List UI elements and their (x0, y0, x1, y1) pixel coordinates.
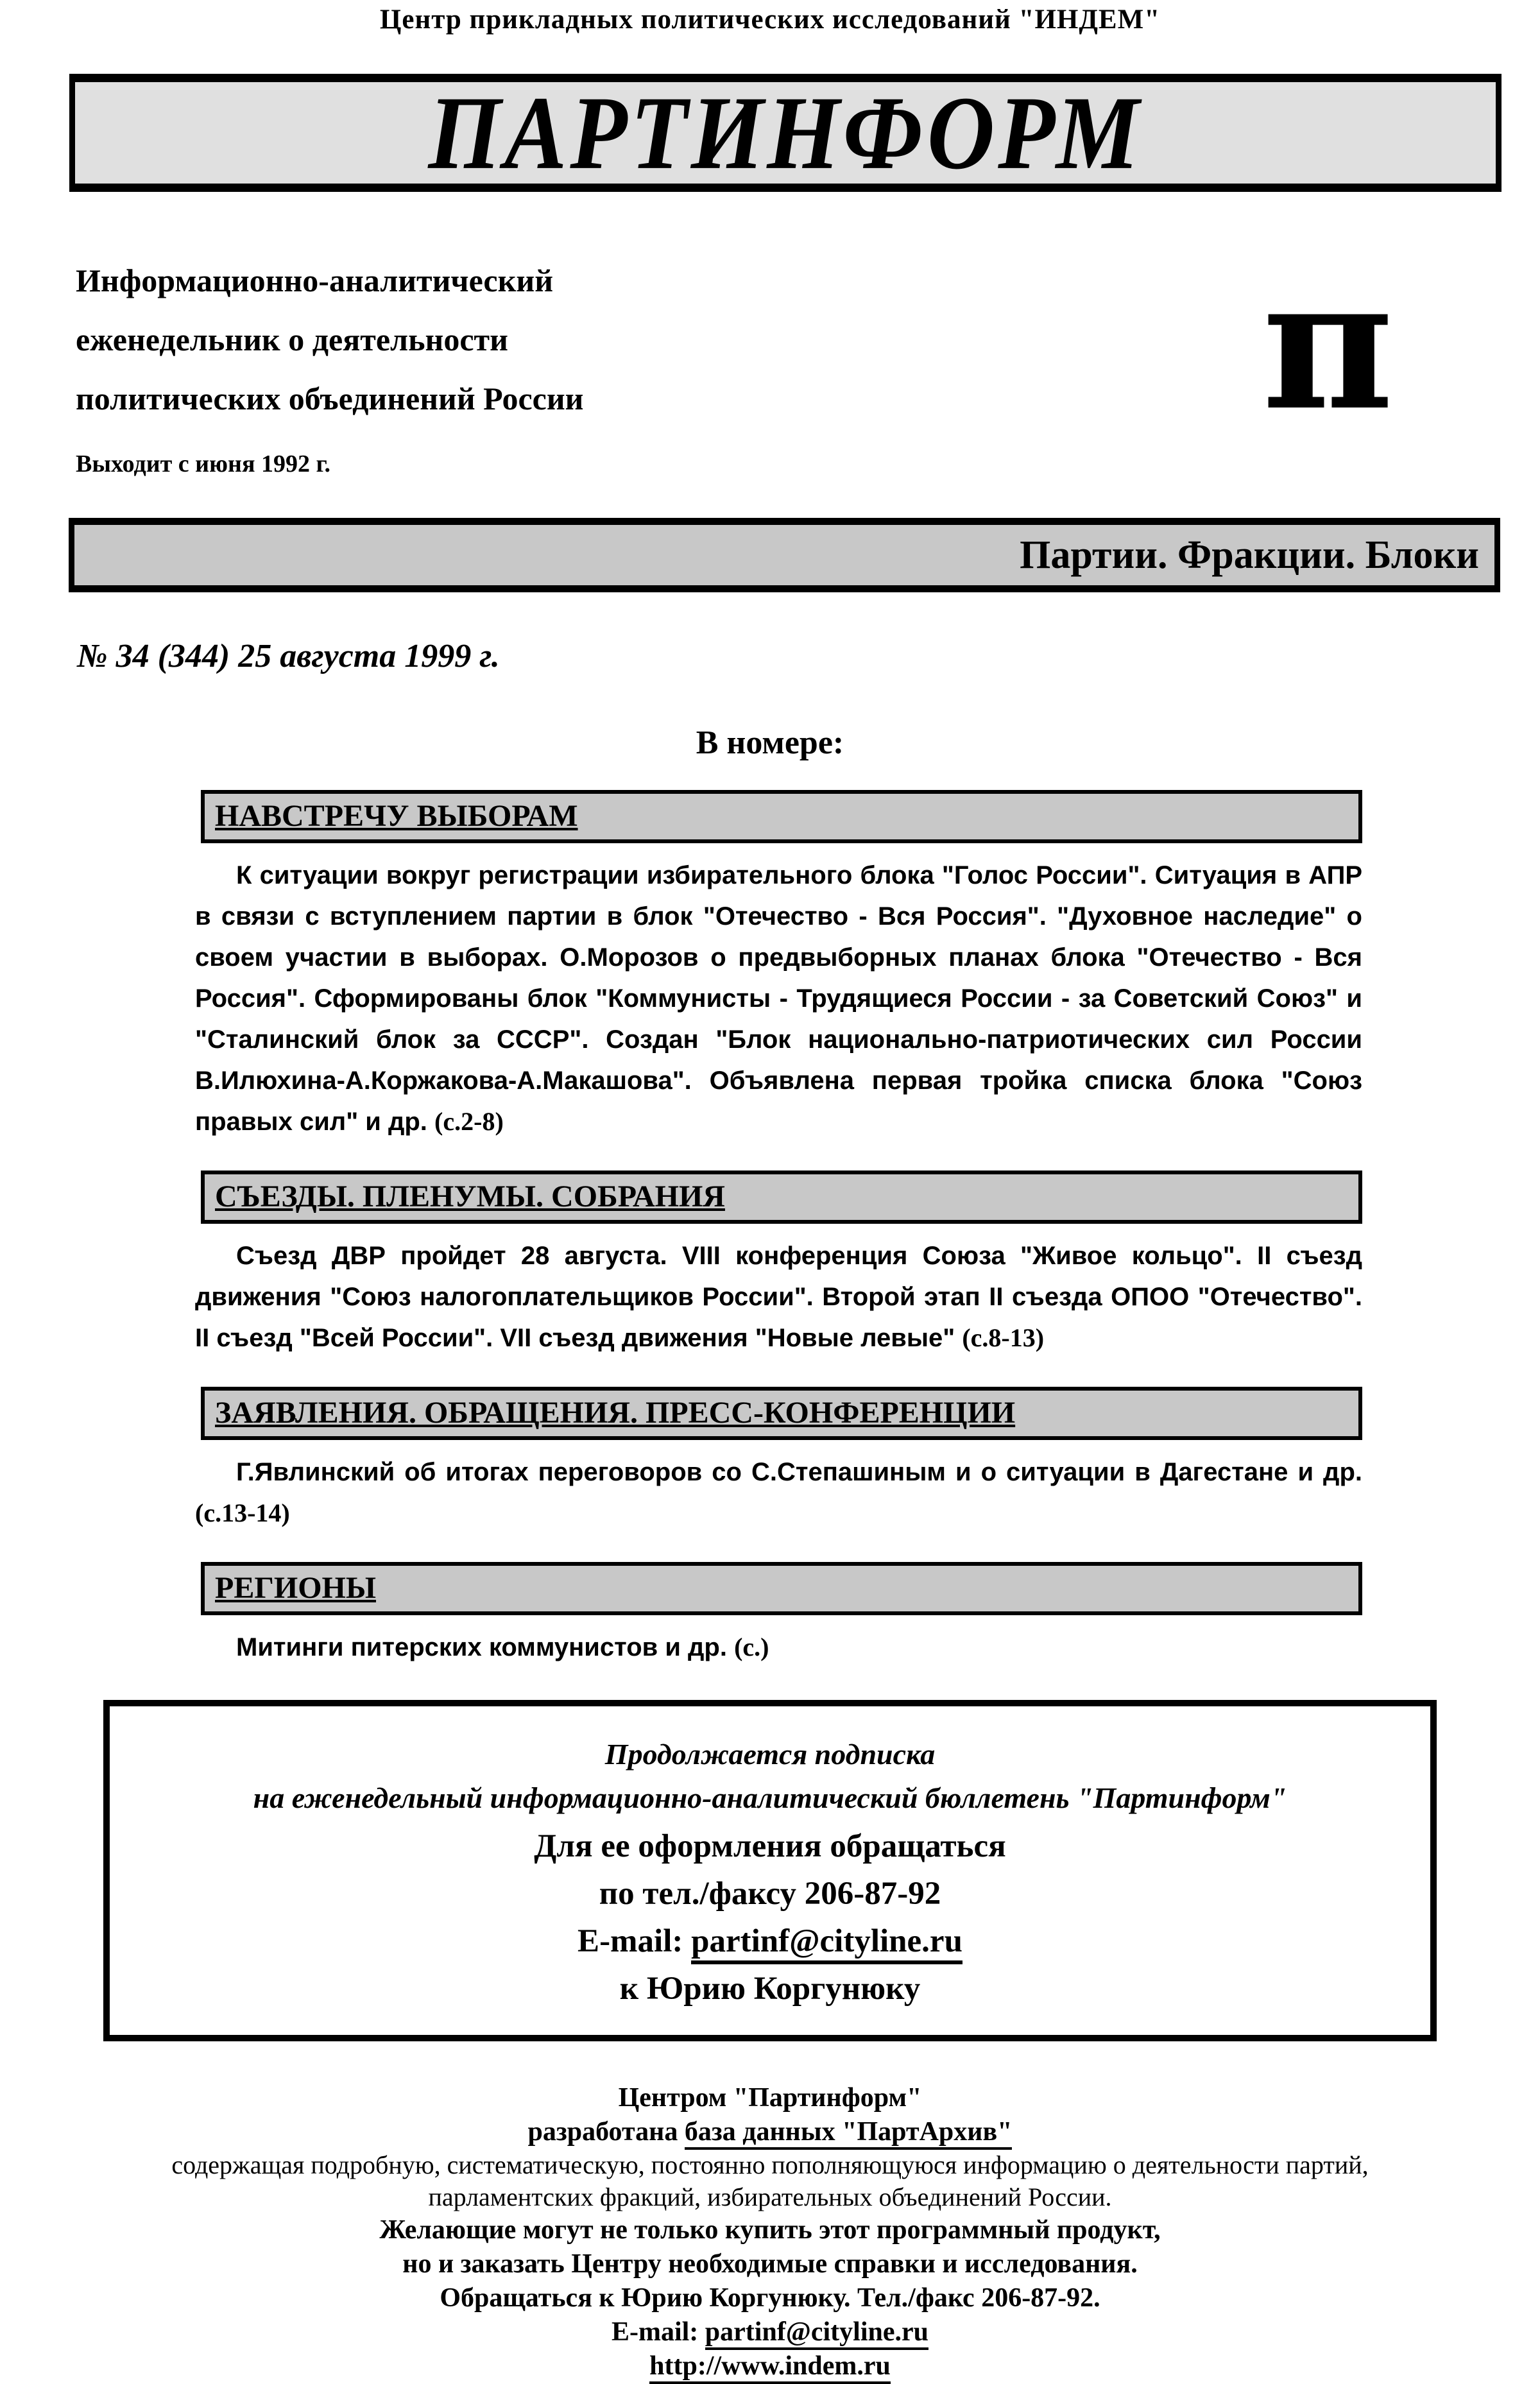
masthead-title: ПАРТИНФОРМ (428, 74, 1143, 191)
subscription-box (103, 1700, 1437, 2041)
footer-line-2-prefix: разработана (527, 2117, 685, 2147)
in-issue-heading: В номере: (696, 725, 844, 761)
section-summary (195, 855, 1362, 1142)
section-header-navstrechu-vyboram (201, 790, 1362, 843)
footer-url-line (0, 2349, 1540, 2383)
organization-header: Центр прикладных политических исследований "ИНДЕМ" (379, 4, 1161, 35)
pages-ref: (с.13-14) (195, 1498, 290, 1527)
section-summary (195, 1235, 1362, 1359)
footer-line-5: Желающие могут не только купить этот программный продукт, (379, 2215, 1161, 2245)
since-line: Выходит с июня 1992 г. (76, 450, 330, 477)
pages-ref: (с.) (734, 1633, 769, 1661)
subtitle-line-1: Информационно-аналитический (76, 262, 554, 298)
section-summary-text: Г.Явлинский об итогах переговоров со С.Степашиным и о ситуации в Дагестане и др. (236, 1458, 1362, 1486)
section-header-zayavleniya-obrashcheniya (201, 1387, 1362, 1440)
section-title: РЕГИОНЫ (215, 1571, 377, 1605)
rubric-banner-label: Партии. Фракции. Блоки (1020, 533, 1479, 577)
footer-email-link[interactable]: partinf@cityline.ru (705, 2317, 928, 2350)
subscription-contact-line: к Юрию Коргунюку (619, 1971, 921, 2007)
footer-line-6: но и заказать Центру необходимые справки и исследования. (402, 2249, 1138, 2279)
pages-ref: (с.8-13) (962, 1323, 1045, 1352)
section-summary-text: Съезд ДВР пройдет 28 августа. VIII конференция Союза "Живое кольцо". II съезд движения "Союз налогоплательщиков России". Второй этап II съезда ОПОО "Отечество". II съезд "Всей России". VII съезд движения "Новые левые" (195, 1242, 1362, 1352)
section-title: СЪЕЗДЫ. ПЛЕНУМЫ. СОБРАНИЯ (215, 1179, 725, 1213)
subscription-line-1: Продолжается подписка (604, 1738, 936, 1771)
issue-number-line: № 34 (344) 25 августа 1999 г. (77, 638, 500, 674)
footer-block (0, 2081, 1540, 2383)
subscription-line-2: на еженедельный информационно-аналитический бюллетень "Партинформ" (253, 1781, 1287, 1814)
section-header-sezdy-plenumy-sobraniya (201, 1171, 1362, 1224)
subtitle-line-3: политических объединений России (76, 381, 584, 416)
footer-line-1: Центром "Партинформ" (618, 2083, 922, 2113)
rubric-banner (69, 518, 1500, 592)
website-link[interactable]: http://www.indem.ru (649, 2351, 891, 2384)
section-summary (195, 1452, 1362, 1534)
section-summary-text: Митинги питерских коммунистов и др. (236, 1633, 727, 1661)
footer-line-7: Обращаться к Юрию Коргунюку. Тел./факс 206-87-92. (440, 2283, 1100, 2313)
footer-email-line (0, 2315, 1540, 2349)
masthead-box (69, 74, 1502, 192)
section-title: ЗАЯВЛЕНИЯ. ОБРАЩЕНИЯ. ПРЕСС-КОНФЕРЕНЦИИ (215, 1396, 1016, 1430)
footer-line-2 (0, 2115, 1540, 2149)
subtitle-line-2: еженедельник о деятельности (76, 322, 508, 357)
email-link[interactable]: partinf@cityline.ru (691, 1923, 963, 1964)
pi-logo-icon: π (1262, 239, 1394, 450)
section-title: НАВСТРЕЧУ ВЫБОРАМ (215, 799, 578, 833)
subscription-line-3: Для ее оформления обращаться (534, 1828, 1006, 1864)
subscription-phone-line: по тел./факсу 206-87-92 (599, 1876, 941, 1912)
email-label: E-mail: (578, 1923, 692, 1959)
table-of-contents (195, 790, 1362, 1668)
footer-line-4: парламентских фракций, избирательных объединений России. (428, 2182, 1112, 2211)
pages-ref: (с.2-8) (434, 1107, 504, 1136)
email-label: E-mail: (611, 2317, 705, 2347)
subscription-email-line (110, 1922, 1430, 1960)
section-summary (195, 1627, 1362, 1668)
section-header-regiony (201, 1562, 1362, 1615)
footer-line-3: содержащая подробную, систематическую, постоянно пополняющуюся информацию о деятельности партий, (171, 2150, 1369, 2179)
section-summary-text: К ситуации вокруг регистрации избирательного блока "Голос России". Ситуация в АПР в связи с вступлением партии в блок "Отечество - Вся Россия". "Духовное наследие" о своем участии в выборах. О.Морозов о предвыборных планах блока "Отечество - Вся Россия". Сформированы блок "Коммунисты - Трудящиеся России - за Советский Союз" и "Сталинский блок за СССР". Создан "Блок национально-патриотических сил России В.Илюхина-А.Коржакова-А.Макашова". Объявлена первая тройка списка блока "Союз правых сил" и др. (195, 861, 1362, 1136)
partarhiv-database-label: база данных "ПартАрхив" (685, 2117, 1013, 2150)
